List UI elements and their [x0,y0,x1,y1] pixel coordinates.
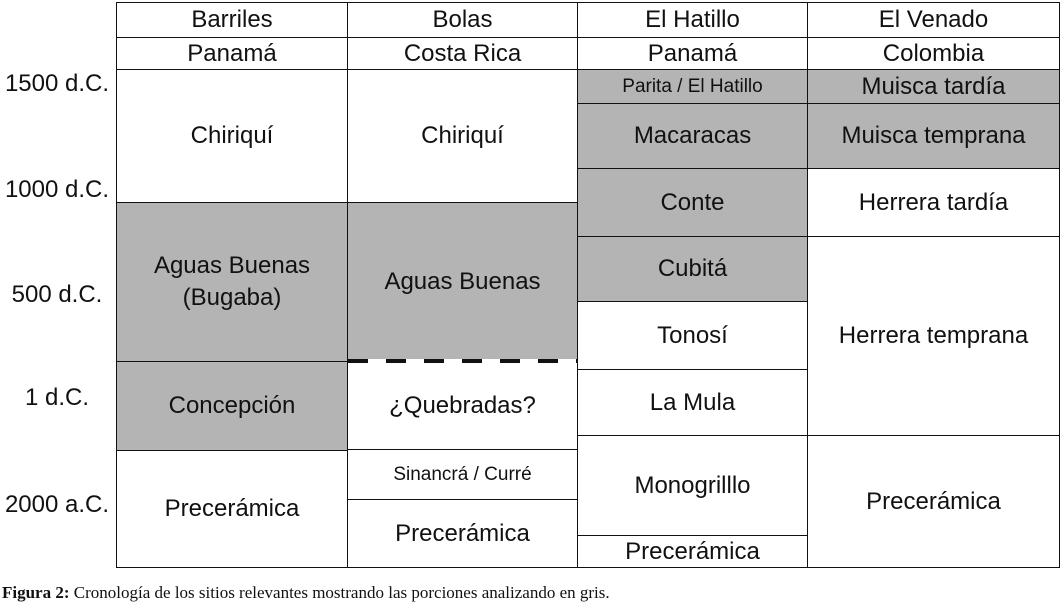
period-label: Herrera temprana [838,322,1029,349]
period-label: Herrera tardía [858,188,1009,216]
period-label: La Mula [649,388,736,416]
period-label: Cubitá [657,255,728,282]
column-header-site: Barriles [116,2,348,38]
period-label: Aguas Buenas [384,268,541,295]
period-cell [347,69,578,203]
period-label: Tonosí [657,321,728,349]
period-cell [577,168,808,237]
column-header-country: Costa Rica [347,37,578,70]
column-header-country: Panamá [116,37,348,70]
period-label: Precerámica [866,487,1001,515]
caption-text: Cronología de los sitios relevantes mostrando las porciones analizando en gris. [69,583,610,602]
period-cell [807,236,1060,436]
time-label: 2000 a.C. [4,491,110,518]
period-label: Muisca tardía [861,72,1006,100]
time-label: 1 d.C. [24,384,90,411]
period-cell [347,361,578,450]
period-cell [116,69,348,203]
caption-label: Figura 2: [2,583,70,602]
column-header-country: Colombia [807,37,1060,70]
period-label: Precerámica [164,495,300,522]
period-cell [577,103,808,169]
period-cell [577,301,808,370]
period-cell [577,69,808,104]
period-cell [116,450,348,568]
period-label: Concepción [168,392,296,419]
period-label: ¿Quebradas? [389,391,536,419]
period-label: Sinancrá / Curré [393,463,532,485]
column-header-country: Panamá [577,37,808,70]
period-cell [577,236,808,302]
period-cell [577,369,808,436]
period-label: Macaracas [633,122,752,149]
period-cell [347,202,578,362]
period-cell [807,69,1060,104]
period-label: Monogrilllo [634,471,751,499]
period-cell [577,535,808,568]
period-label: Chiriquí [421,122,504,149]
period-cell [347,499,578,568]
time-label: 1000 d.C. [4,176,110,203]
time-label: 1500 d.C. [4,70,110,97]
period-label: Parita / El Hatillo [622,75,763,97]
period-label: Muisca temprana [841,122,1026,149]
dashed-boundary-line [348,359,577,363]
period-label: Precerámica [625,537,760,565]
period-cell [807,168,1060,237]
period-label: Aguas Buenas (Bugaba) [153,252,311,311]
period-label: Precerámica [395,519,530,547]
period-cell [807,435,1060,568]
column-header-site: Bolas [347,2,578,38]
period-cell [116,361,348,451]
period-cell [347,449,578,500]
column-header-site: El Venado [807,2,1060,38]
period-label: Conte [660,188,725,216]
column-header-site: El Hatillo [577,2,808,38]
period-label: Chiriquí [190,122,274,149]
period-cell [116,202,348,362]
period-cell [807,103,1060,169]
time-label: 500 d.C. [11,281,103,308]
figure-caption [2,583,610,603]
period-cell [577,435,808,536]
